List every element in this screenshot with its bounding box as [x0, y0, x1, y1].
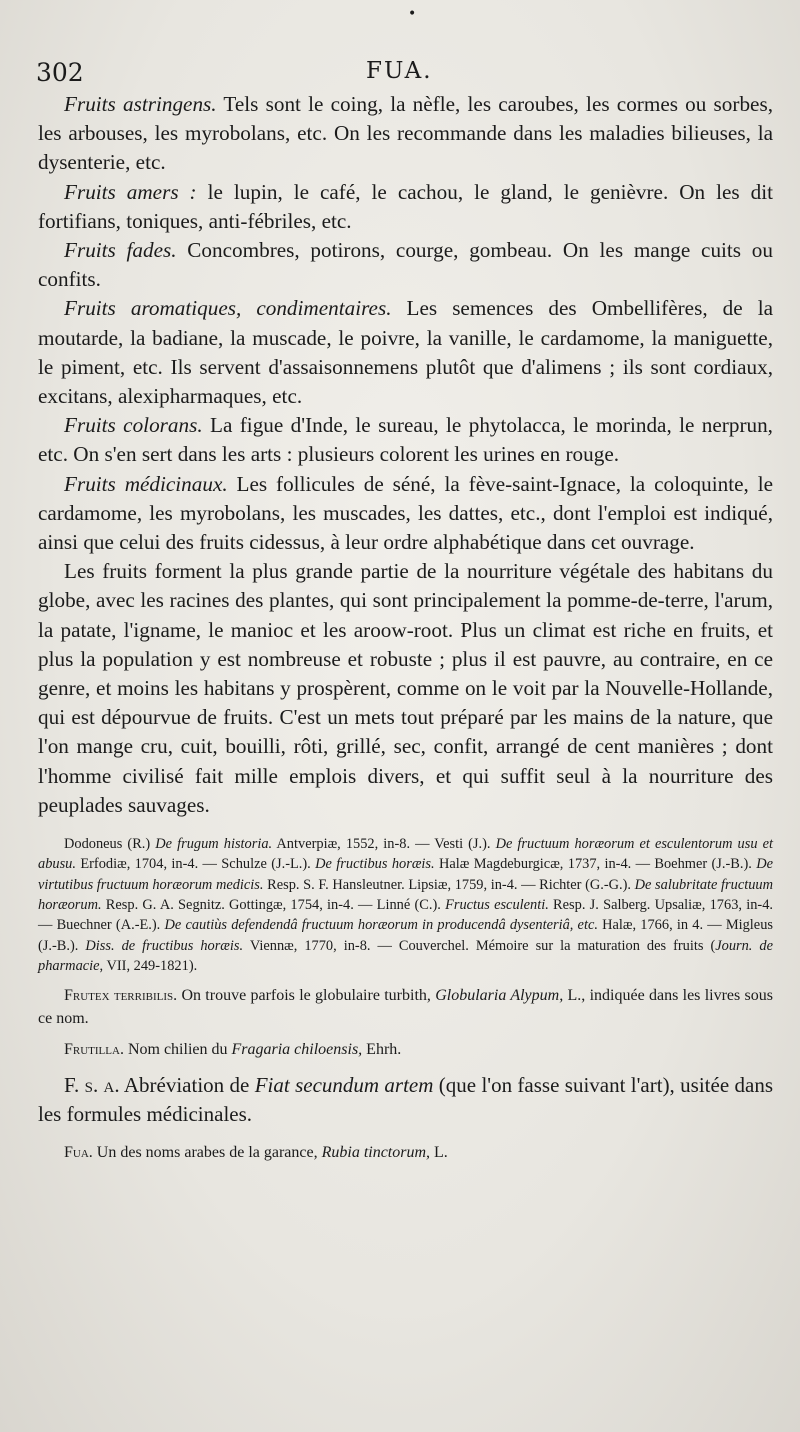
- entry-frutex-terribilis: [38, 984, 773, 1030]
- entry-text: On trouve parfois le globulaire turbith,: [177, 987, 436, 1005]
- entry-text: (que l'on fasse suivant l'art), usitée dans les formules médicinales.: [38, 1073, 774, 1127]
- ref-title: De virtutibus fructuum horæorum medicis.: [38, 856, 774, 893]
- ref-text: Resp. J. Salberg. Upsaliæ, 1763, in-4. — Buechner (A.-E.).: [38, 896, 773, 934]
- paragraph-text: Les semences des Ombellifères, de la moutarde, la badiane, la muscade, le poivre, la vanille, le cardamome, la maniguette, le piment, etc. Ils servent d'assaisonnemens plutôt que d'alimens ; ils sont cordiaux, excitans, alexipharmaques, etc.: [38, 296, 773, 409]
- entry-fua: [38, 1141, 773, 1164]
- entry-italic: Fragaria chiloensis,: [231, 1041, 363, 1059]
- page-number: 302: [36, 58, 84, 87]
- entry-text: Nom chilien du: [123, 1041, 232, 1059]
- entry-head: Fua.: [64, 1144, 93, 1162]
- entry-text: Un des noms arabes de la garance,: [92, 1144, 322, 1162]
- ref-title: De frugum historia.: [155, 836, 273, 853]
- ink-mark: •: [408, 6, 417, 22]
- entry-head: Frutilla.: [64, 1041, 124, 1059]
- paragraph-text: Les follicules de séné, la fève-saint-Ignace, la coloquinte, le cardamome, les myrobolans, les muscades, les dattes, etc., dont l'emploi est indiqué, ainsi que celui des fruits cidessus, à leur ordre alphabétique dans cet ouvrage.: [38, 471, 773, 555]
- term: Fruits fades.: [64, 238, 177, 263]
- ref-text: , VII, 249-1821).: [99, 957, 198, 974]
- paragraph-text: Tels sont le coing, la nèfle, les caroubes, les cormes ou sorbes, les arbouses, les myrobolans, etc. On les recommande dans les maladies bilieuses, la dysenterie, etc.: [38, 92, 773, 175]
- ref-title: Journ. de pharmacie: [38, 937, 773, 974]
- paragraph-text: La figue d'Inde, le sureau, le phytolacca, le morinda, le nerprun, etc. On s'en sert dans les arts : plusieurs colorent les urines en rouge.: [38, 413, 773, 467]
- entry-head: F. s. a.: [64, 1073, 120, 1098]
- paragraph-fruits-medicinaux: [38, 470, 773, 558]
- term: Fruits astringens.: [64, 92, 217, 116]
- paragraph-fruits-fades: [38, 236, 773, 294]
- entry-italic: Rubia tinctorum,: [321, 1144, 431, 1162]
- entry-text: Ehrh.: [362, 1041, 402, 1059]
- ref-text: Viennæ, 1770, in-8. — Couverchel. Mémoire sur la maturation des fruits (: [243, 937, 716, 954]
- running-head: FUA.: [366, 58, 433, 84]
- page-body: [38, 90, 773, 1164]
- term: Fruits médicinaux.: [64, 471, 228, 496]
- paragraph-text: le lupin, le café, le cachou, le gland, le genièvre. On les dit fortifians, toniques, anti-fébriles, etc.: [38, 179, 773, 233]
- entry-text: L., indiquée dans les livres sous ce nom.: [38, 987, 774, 1028]
- ref-title: Diss. de fructibus horæis.: [85, 937, 244, 954]
- page-header: [36, 58, 764, 92]
- term: Fruits amers :: [64, 179, 197, 204]
- bibliography: [38, 834, 773, 976]
- paragraph-fruits-amers: [38, 178, 773, 236]
- ref-text: Halæ Magdeburgicæ, 1737, in-4. — Boehmer (J.-B.).: [434, 856, 757, 873]
- ref-text: Halæ, 1766, in 4. — Migleus (J.-B.).: [38, 917, 773, 954]
- term: Fruits aromatiques, condimentaires.: [64, 296, 392, 321]
- entry-text: Abréviation de: [119, 1073, 255, 1098]
- entry-italic: Globularia Alypum,: [435, 987, 564, 1005]
- ref-title: De cautiùs defendendâ fructuum horæorum in producendâ dysenteriâ, etc.: [164, 917, 598, 934]
- ref-text: Resp. S. F. Hansleutner. Lipsiæ, 1759, in-4. — Richter (G.-G.).: [263, 876, 635, 893]
- paragraph-fruits-aromatiques: [38, 294, 773, 411]
- ref-text: Resp. G. A. Segnitz. Gottingæ, 1754, in-4. — Linné (C.).: [101, 896, 446, 913]
- ref-title: De salubritate fructuum horæorum.: [38, 876, 773, 913]
- entry-italic: Fiat secundum artem: [254, 1073, 434, 1098]
- entry-text: L.: [430, 1144, 448, 1162]
- paragraph-text: Concombres, potirons, courge, gombeau. On les mange cuits ou confits.: [38, 238, 773, 292]
- ref-text: Antverpiæ, 1552, in-8. — Vesti (J.).: [272, 836, 496, 853]
- paragraph-general: Les fruits forment la plus grande partie de la nourriture végétale des habitans du globe, avec les racines des plantes, qui sont principalement la pomme-de-terre, l'arum, la patate, l'igname, le manioc et les aroow-root. Plus un climat est riche en fruits, et plus la population y est nombreuse et robuste ; plus il est pauvre, au contraire, en ce genre, et moins les habitans y prospèrent, comme on le voit par la Nouvelle-Hollande, qui est dépourvue de fruits. C'est un mets tout préparé par les mains de la nature, que l'on mange cru, cuit, bouilli, rôti, grillé, sec, confit, arrangé de cent manières ; dont l'homme civilisé fait mille emplois divers, et qui suffit seul à la nourriture des peuplades sauvages.: [38, 559, 773, 817]
- ref-title: De fructibus horæis.: [315, 856, 435, 873]
- paragraph-fruits-astringens: [38, 90, 773, 178]
- paragraph-fruits-colorans: [38, 411, 773, 469]
- ref-author: Dodoneus (R.): [64, 836, 156, 853]
- term: Fruits colorans.: [64, 413, 203, 438]
- ref-text: Erfodiæ, 1704, in-4. — Schulze (J.-L.).: [75, 856, 316, 873]
- ref-title: De fructuum horæorum et esculentorum usu et abusu.: [38, 836, 773, 873]
- ref-title: Fructus esculenti.: [445, 896, 549, 913]
- entry-frutilla: [38, 1038, 773, 1061]
- entry-head: Frutex terribilis.: [64, 987, 178, 1005]
- entry-fsa: [38, 1071, 773, 1129]
- bibliography-text: [38, 834, 773, 976]
